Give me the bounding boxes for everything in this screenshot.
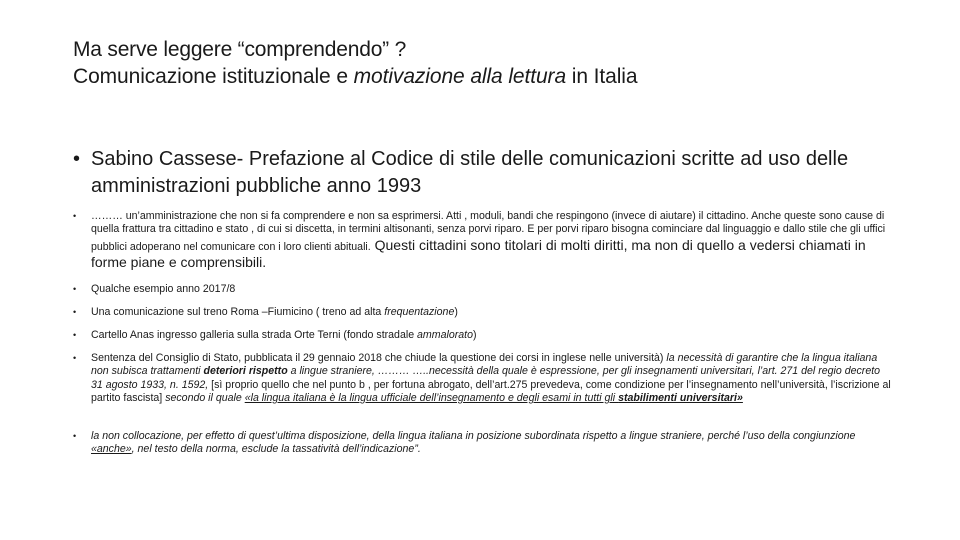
sentenza-bracket-text: [sì proprio quello che nel punto b , per fortuna abrogato, dell’art.275 prevedeva, come condizione per l’insegnamento nell’università, l’iscrizione al partito fascista] bbox=[91, 378, 891, 404]
collocazione-text-end: , nel testo della norma, esclude la tassatività dell’indicazione”. bbox=[131, 443, 421, 456]
collocazione-text: la non collocazione, per effetto di quest’ultima disposizione, della lingua italiana in posizione subordinata rispetto a lingue straniere, perché l’uso della congiunzione bbox=[91, 430, 856, 442]
main-bullet-text: Sabino Cassese- Prefazione al Codice di stile delle comunicazioni scritte ad uso delle amministrazioni pubbliche anno 1993 bbox=[91, 148, 849, 197]
bullet-icon: • bbox=[73, 307, 77, 317]
bullet-examples bbox=[73, 283, 893, 296]
bullet-icon: • bbox=[73, 431, 77, 441]
bullet-cassese-quote bbox=[73, 210, 893, 271]
collocazione-anche: «anche» bbox=[91, 443, 132, 456]
anas-text-end: ) bbox=[472, 329, 477, 341]
examples-text: Qualche esempio anno 2017/8 bbox=[91, 283, 236, 295]
train-text: Una comunicazione sul treno Roma –Fiumicino ( treno ad alta bbox=[91, 306, 385, 318]
bullet-sentenza bbox=[73, 352, 893, 405]
main-bullet bbox=[73, 146, 873, 200]
train-emphasis: frequentazione bbox=[384, 306, 455, 318]
sentenza-bold: deteriori rispetto bbox=[203, 365, 288, 378]
quote-large-text: Questi cittadini sono titolari di molti diritti, ma non di quello a vedersi chiamati in forme piane e comprensibili. bbox=[91, 236, 866, 270]
bullet-icon: • bbox=[73, 353, 77, 363]
title-line-2-emphasis: motivazione alla lettura bbox=[353, 65, 567, 88]
bullet-icon: • bbox=[73, 211, 77, 221]
sentenza-quote-close: » bbox=[737, 391, 743, 404]
title-line-1: Ma serve leggere “comprendendo” ? bbox=[73, 38, 407, 61]
bullet-icon: • bbox=[73, 330, 77, 340]
title-line-2-start: Comunicazione istituzionale e bbox=[73, 65, 354, 88]
anas-text: Cartello Anas ingresso galleria sulla strada Orte Terni (fondo stradale bbox=[91, 329, 418, 341]
title-line-2 bbox=[73, 63, 933, 90]
quote-small-text: ……… un’amministrazione che non si fa comprendere e non sa esprimersi. Atti , moduli, bandi che respingono (invece di aiutare) il cittadino. Anche queste sono cause di quella frattura tra cittadino e stato , di cui si discetta, in termini altisonanti, senza porvi riparo. E per porvi riparo bisogna cominciare dal linguaggio e dallo stile che gli uffici pubblici adoperano nel comunicare con i loro clienti abituali. bbox=[91, 210, 886, 253]
sentenza-emphasis-3: secondo il quale bbox=[165, 391, 245, 404]
train-text-end: ) bbox=[454, 306, 458, 318]
bullet-icon: • bbox=[73, 148, 81, 170]
sentenza-emphasis-1: la necessità di garantire che la lingua italiana non subisca trattamenti bbox=[91, 352, 878, 378]
sentenza-quote-underlined: «la lingua italiana è la lingua ufficiale dell’insegnamento e degli esami in tutti gli bbox=[244, 391, 619, 404]
sentenza-text: Sentenza del Consiglio di Stato, pubblicata il 29 gennaio 2018 che chiude la questione dei corsi in inglese nelle università) bbox=[91, 352, 667, 364]
bullet-icon: • bbox=[73, 284, 77, 294]
bullet-anas-sign bbox=[73, 329, 893, 342]
title-line-2-end: in Italia bbox=[566, 65, 638, 88]
anas-emphasis: ammalorato bbox=[417, 329, 473, 341]
slide-title bbox=[73, 36, 933, 90]
sentenza-emphasis-2: a lingue straniere, ……… …..necessità della quale è espressione, per gli insegnamenti universitari, l’art. 271 del regio decreto 31 agosto 1933, n. 1592, bbox=[91, 365, 881, 391]
bullet-collocazione bbox=[73, 430, 893, 457]
bullet-train bbox=[73, 306, 893, 319]
sentenza-quote-bold: stabilimenti universitari bbox=[618, 391, 737, 404]
